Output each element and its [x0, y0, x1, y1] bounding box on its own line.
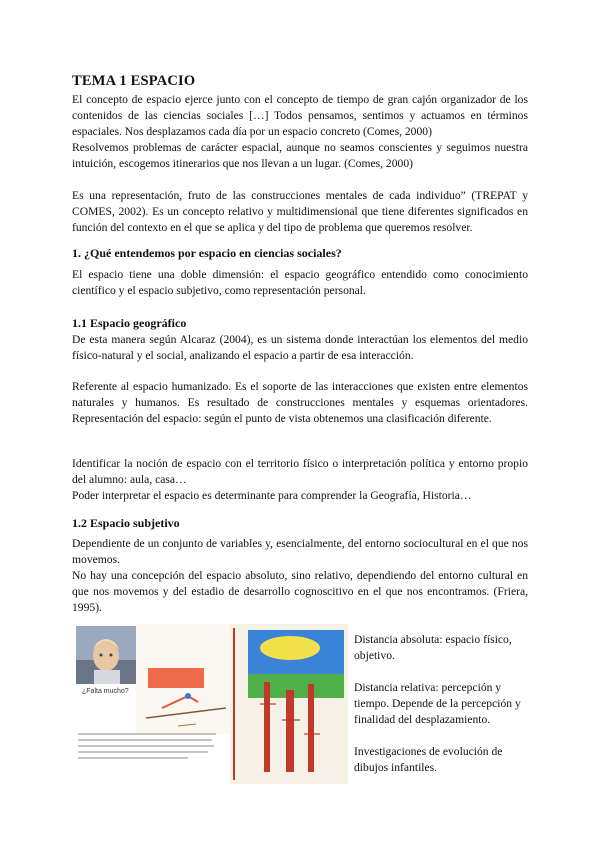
side-note-3: Investigaciones de evolución de dibujos infantiles. — [354, 745, 503, 774]
section-1-1-paragraph-2: Referente al espacio humanizado. Es el soporte de las interacciones que existen entre elementos naturales y humanos. Es resultado de construcciones mentales y esquemas orientadores. Representación del espacio: según el punto de vista obtenemos una clasificación diferente. — [72, 380, 528, 425]
section-1-heading: 1. ¿Qué entendemos por espacio en ciencias sociales? — [72, 246, 342, 260]
section-1-1-heading: 1.1 Espacio geográfico — [72, 316, 187, 330]
figure-small-caption — [78, 731, 218, 767]
right-drawing — [230, 624, 348, 784]
side-note-2: Distancia relativa: percepción y tiempo. Depende de la percepción y finalidad del desplazamiento. — [354, 681, 521, 726]
section-1-text: El espacio tiene una doble dimensión: el espacio geográfico entendido como conocimiento científico y el espacio subjetivo, como representación personal. — [72, 268, 528, 297]
page-title: TEMA 1 ESPACIO — [72, 73, 196, 89]
section-1-1-paragraph-4: Poder interpretar el espacio es determinante para comprender la Geografía, Historia… — [72, 489, 472, 502]
section-1-1-paragraph-1: De esta manera según Alcaraz (2004), es un sistema donde interactúan los elementos del medio físico-natural y el social, analizando el espacio a partir de esa interacción. — [72, 333, 528, 362]
intro-paragraph-3: Es una representación, fruto de las construcciones mentales de cada individuo” (TREPAT y COMES, 2002). Es un concepto relativo y multidimensional que tiene diferentes significados en función del contexto en el que se aplica y del tipo de problema que queremos resolver. — [72, 189, 528, 234]
child-photo — [76, 626, 138, 684]
intro-paragraph-1: El concepto de espacio ejerce junto con el concepto de tiempo de gran cajón organizador de los contenidos de las ciencias sociales […] Todos pensamos, sentimos y actuamos en términos espaciales. Nos desplazamos cada día por un espacio concreto (Comes, 2000) — [72, 93, 528, 138]
childrens-drawings-figure — [72, 624, 348, 784]
side-note-1: Distancia absoluta: espacio físico, objetivo. — [354, 633, 512, 662]
photo-caption: ¿Falta mucho? — [82, 688, 129, 695]
intro-paragraph-2: Resolvemos problemas de carácter espacial, aunque no seamos conscientes y seguimos nuestra intuición, escogemos itinerarios que nos llevan a un lugar. (Comes, 2000) — [72, 141, 528, 170]
section-1-2-paragraph-2: No hay una concepción del espacio absoluto, sino relativo, dependiendo del entorno cultural en que nos movemos y del estadio de desarrollo cognoscitivo en el que nos encontramos. (Friera, 1995). — [72, 569, 528, 614]
section-1-1-paragraph-3: Identificar la noción de espacio con el territorio físico o interpretación política y entorno propio del alumno: aula, casa… — [72, 457, 528, 486]
left-drawing — [136, 624, 236, 734]
section-1-2-heading: 1.2 Espacio subjetivo — [72, 516, 180, 530]
section-1-2-paragraph-1: Dependiente de un conjunto de variables y, esencialmente, del entorno sociocultural en el que nos movemos. — [72, 537, 528, 566]
